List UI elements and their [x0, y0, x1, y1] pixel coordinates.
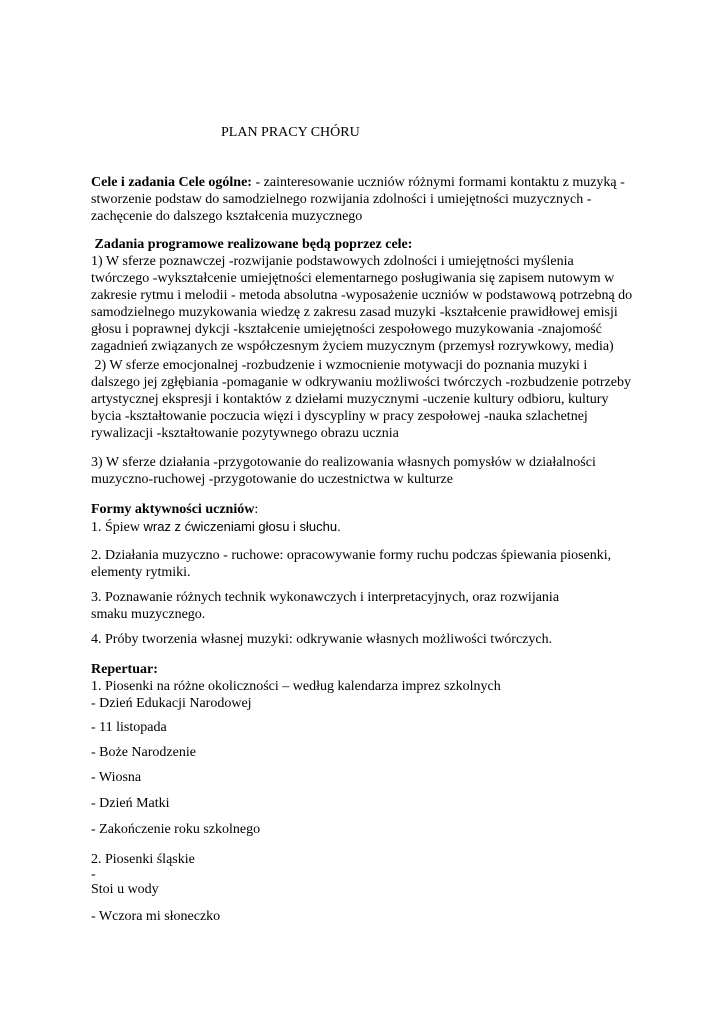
forms-item-4 — [91, 631, 631, 648]
forms-heading: Formy aktywności uczniów — [91, 502, 255, 517]
forms-item-4-text: 4. Próby tworzenia własnej muzyki: odkrywanie własnych możliwości twórczych. — [91, 632, 553, 647]
repertoire-item-3 — [91, 744, 631, 761]
goals-text-3: zachęcenie do dalszego kształcenia muzycznego — [91, 209, 363, 224]
forms-item-1-prefix: 1. Śpiew — [91, 520, 144, 535]
sphere1-line-4: samodzielnego muzykowania wiedzę z zakresu zasad muzyki -kształcenie prawidłowej emisji — [91, 305, 618, 320]
repertoire-item-5-text: - Dzień Matki — [91, 796, 170, 811]
sphere2-line-1: 2) W sferze emocjonalnej -rozbudzenie i wzmocnienie motywacji do poznania muzyki i — [91, 358, 588, 373]
forms-item-3 — [91, 589, 631, 623]
repertoire-section2-item-2 — [91, 908, 631, 925]
repertoire-section2-item-1: Stoi u wody — [91, 882, 159, 897]
goals-heading: Cele i zadania Cele ogólne: — [91, 175, 252, 190]
forms-item-2-line-1: 2. Działania muzyczno - ruchowe: opracowywanie formy ruchu podczas śpiewania piosenki, — [91, 548, 612, 563]
goals-line-1 — [91, 174, 631, 191]
document-title: PLAN PRACY CHÓRU — [221, 125, 360, 140]
repertoire-item-1: - Dzień Edukacji Narodowej — [91, 696, 252, 711]
tasks-heading: Zadania programowe realizowane będą poprzez cele: — [91, 237, 413, 252]
goals-text-1: - zainteresowanie uczniów różnymi formami kontaktu z muzyką - — [251, 175, 625, 190]
forms-heading-line — [91, 501, 631, 518]
repertoire-heading: Repertuar: — [91, 662, 158, 677]
forms-item-3-line-1: 3. Poznawanie różnych technik wykonawczych i interpretacyjnych, oraz rozwijania — [91, 590, 560, 605]
repertoire-section1-title: 1. Piosenki na różne okoliczności – według kalendarza imprez szkolnych — [91, 679, 501, 694]
forms-item-2-line-2: elementy rytmiki. — [91, 565, 191, 580]
repertoire-item-4 — [91, 769, 631, 786]
repertoire-item-4-text: - Wiosna — [91, 770, 142, 785]
sphere2-line-4: bycia -kształtowanie poczucia więzi i dyscypliny w pracy zespołowej -nauka szlachetnej — [91, 409, 588, 424]
sphere2-line-3: artystycznej ekspresji i kontaktów z dziełami muzycznymi -uczenie kultury odbioru, kultury — [91, 392, 609, 407]
goals-section — [91, 174, 631, 225]
sphere1-line-2: twórczego -wykształcenie umiejętności elementarnego posługiwania się zapisem nutowym w — [91, 271, 615, 286]
repertoire-section2-title: 2. Piosenki śląskie — [91, 852, 195, 867]
repertoire-section — [91, 661, 631, 712]
sphere1-line-6: zagadnień związanych ze współczesnym życiem muzycznym (przemysł rozrywkowy, media) — [91, 339, 614, 354]
sphere2-line-2: dalszego jej zgłębiania -pomaganie w odkrywaniu możliwości twórczych -rozbudzenie potrzeby — [91, 375, 631, 390]
forms-item-2 — [91, 547, 631, 581]
forms-item-1 — [91, 518, 631, 536]
repertoire-item-5 — [91, 795, 631, 812]
forms-section — [91, 501, 631, 536]
repertoire-item-2-text: - 11 listopada — [91, 720, 167, 735]
sphere1-line-5: głosu i poprawnej dykcji -kształcenie umiejętności zespołowego muzykowania -znajomość — [91, 322, 602, 337]
repertoire-section2-item-2-text: - Wczora mi słoneczko — [91, 909, 221, 924]
sphere3-line-1: 3) W sferze działania -przygotowanie do realizowania własnych pomysłów w działalności — [91, 455, 596, 470]
sphere3-section — [91, 454, 631, 488]
repertoire-item-3-text: - Boże Narodzenie — [91, 745, 196, 760]
repertoire-item-2 — [91, 719, 631, 736]
sphere1-line-3: zakresie rytmu i melodii - metoda absolutna -wyposażenie uczniów w podstawową potrzebną do — [91, 288, 633, 303]
goals-text-2: stworzenie podstaw do samodzielnego rozwijania zdolności i umiejętności muzycznych - — [91, 192, 592, 207]
tasks-section — [91, 236, 631, 355]
forms-item-3-line-2: smaku muzycznego. — [91, 607, 206, 622]
repertoire-item-6 — [91, 821, 631, 838]
repertoire-section2-dash: - — [91, 867, 96, 882]
sphere3-line-2: muzyczno-ruchowej -przygotowanie do uczestnictwa w kulturze — [91, 472, 453, 487]
forms-item-1-rest: wraz z ćwiczeniami głosu i słuchu. — [143, 519, 341, 534]
sphere2-line-5: rywalizacji -kształtowanie pozytywnego obrazu ucznia — [91, 426, 399, 441]
repertoire-item-6-text: - Zakończenie roku szkolnego — [91, 822, 261, 837]
repertoire-section2 — [91, 851, 631, 898]
forms-heading-colon: : — [254, 502, 259, 517]
sphere1-line-1: 1) W sferze poznawczej -rozwijanie podstawowych zdolności i umiejętności myślenia — [91, 254, 574, 269]
sphere2-section — [91, 357, 631, 442]
